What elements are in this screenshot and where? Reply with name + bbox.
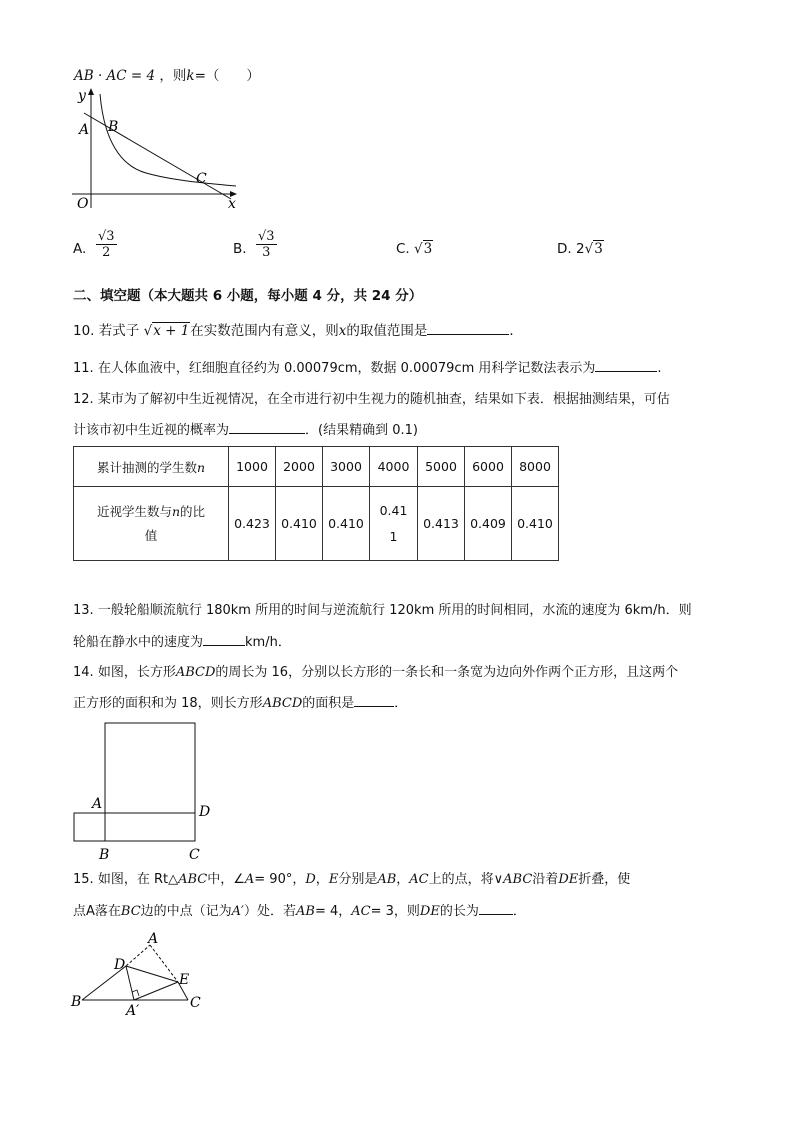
table-cell: 1000 [229, 447, 276, 487]
q9-fig-B: B [108, 119, 119, 135]
q14-fig-C: C [189, 847, 200, 863]
q10-answer-blank[interactable] [427, 322, 509, 335]
q15-line1: 15. 如图，在 Rt△ABC中，∠A= 90°，D，E分别是AB，AC上的点，将∨ABC沿着DE折叠，使 [73, 872, 631, 887]
q9-option-c: C. √3 [396, 241, 433, 257]
table-cell: 3000 [323, 447, 370, 487]
q9-option-b-frac: $\frac{√3}{3}$ [258, 229, 275, 260]
table-cell: 累计抽测的学生数n [74, 447, 229, 487]
q12-table [73, 446, 559, 561]
table-cell: 0.413 [418, 487, 465, 561]
q12-line2: 计该市初中生近视的概率为 ．(结果精确到 0.1) [73, 423, 418, 438]
q15-line2: 点A落在BC边的中点（记为A′）处．若AB= 4，AC= 3，则DE的长为 ． [73, 904, 526, 919]
table-row [74, 487, 559, 561]
q9-fig-y: y [78, 88, 86, 104]
q9-option-a: A. [73, 241, 87, 257]
q13-answer-blank[interactable] [203, 633, 245, 646]
q10: 10. 若式子 √x + 1在实数范围内有意义，则x的取值范围是 ． [73, 323, 523, 339]
table-cell: 6000 [465, 447, 512, 487]
q15-answer-blank[interactable] [479, 902, 513, 915]
q15-fig-C: C [190, 995, 201, 1011]
q14-answer-blank[interactable] [354, 694, 394, 707]
table-cell: 0.41 1 [370, 487, 418, 561]
q15-fig-Ap: A′ [126, 1003, 140, 1019]
q14-figure [66, 718, 226, 866]
q9-option-b: B. [233, 241, 247, 257]
table-cell: 0.410 [323, 487, 370, 561]
q9-stem [74, 67, 260, 85]
q15-fig-A: A [148, 932, 159, 947]
q9-stem-tail: =（ ） [194, 68, 260, 84]
q9-stem-math: AB · AC = 4 [74, 68, 156, 84]
q14-fig-B: B [99, 847, 110, 863]
q9-option-a-frac: $\frac{√3}{2}$ [98, 229, 115, 260]
q9-stem-var: k [186, 68, 195, 84]
q11-answer-blank[interactable] [595, 359, 657, 372]
q13-line2: 轮船在静水中的速度为 km/h． [73, 635, 291, 650]
table-cell: 4000 [370, 447, 418, 487]
q9-fig-A: A [79, 122, 90, 138]
q11: 11. 在人体血液中，红细胞直径约为 0.00079cm，数据 0.00079cm 用科学记数法表示为 . [73, 361, 662, 376]
q15-figure [66, 932, 216, 1020]
q9-stem-text: ，则 [159, 68, 187, 84]
table-cell: 0.410 [512, 487, 559, 561]
q13-line1: 13. 一般轮船顺流航行 180km 所用的时间与逆流航行 120km 所用的时间相同，水流的速度为 6km/h．则 [73, 603, 692, 618]
table-cell: 近视学生数与n的比 值 [74, 487, 229, 561]
table-row [74, 447, 559, 487]
q9-option-d: D. 2√3 [557, 241, 603, 257]
table-cell: 2000 [276, 447, 323, 487]
q14-line2: 正方形的面积和为 18，则长方形ABCD的面积是 ． [73, 696, 408, 711]
q14-fig-D: D [199, 804, 211, 820]
table-cell: 8000 [512, 447, 559, 487]
table-cell: 0.423 [229, 487, 276, 561]
q15-fig-B: B [71, 994, 82, 1010]
q12-line1: 12. 某市为了解初中生近视情况，在全市进行初中生视力的随机抽查，结果如下表．根据抽测结果，可估 [73, 392, 670, 407]
section2-title: 二、填空题（本大题共 6 小题，每小题 4 分，共 24 分） [73, 288, 423, 304]
q9-fig-x: x [228, 196, 236, 212]
q9-fig-O: O [77, 196, 89, 212]
q15-fig-D: D [114, 957, 126, 973]
q14-line1: 14. 如图，长方形ABCD的周长为 16，分别以长方形的一条长和一条宽为边向外作两个正方形，且这两个 [73, 665, 679, 680]
q15-fig-E: E [179, 972, 190, 988]
q14-fig-A: A [92, 796, 103, 812]
q9-figure [66, 86, 246, 214]
table-cell: 0.409 [465, 487, 512, 561]
table-cell: 0.410 [276, 487, 323, 561]
q9-fig-C: C [196, 171, 207, 187]
q12-answer-blank[interactable] [229, 421, 305, 434]
table-cell: 5000 [418, 447, 465, 487]
